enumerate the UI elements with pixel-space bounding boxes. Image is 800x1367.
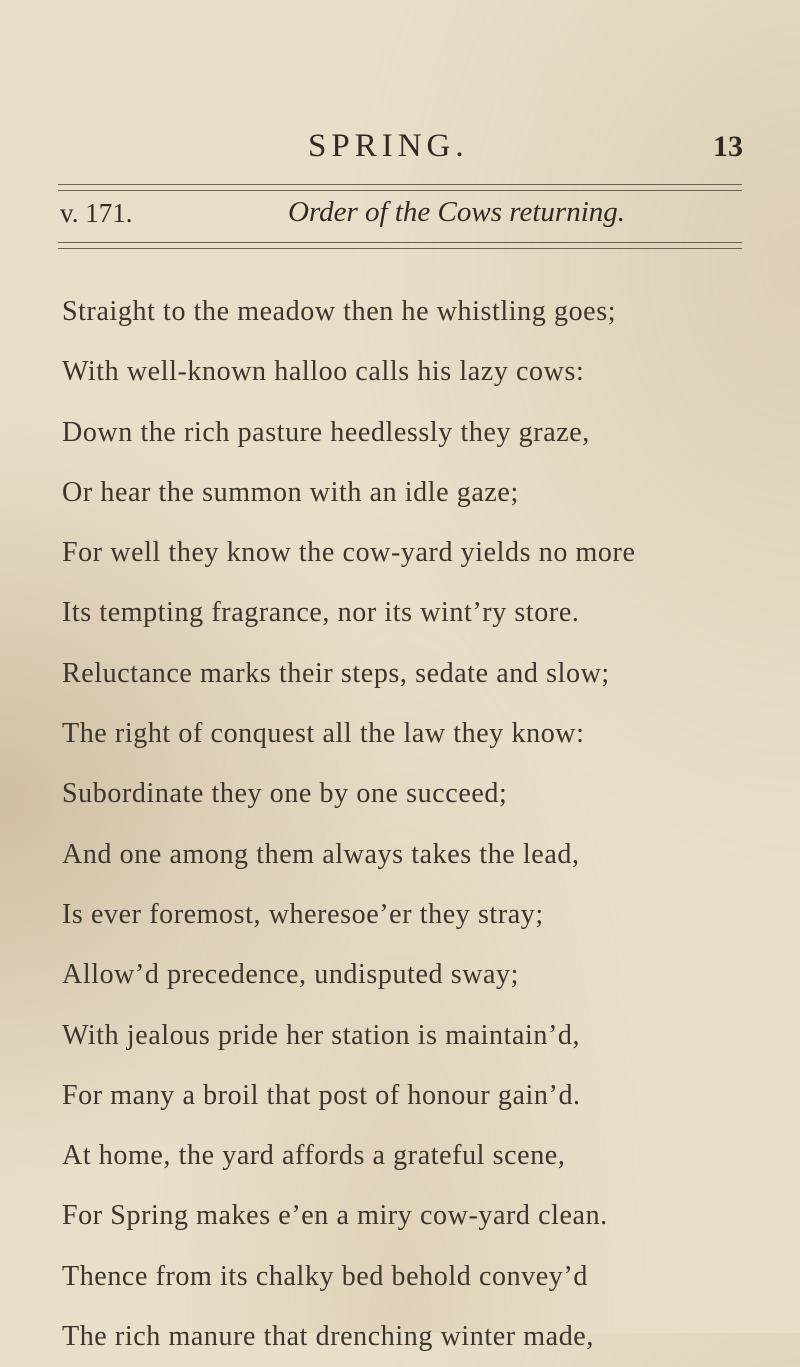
poem-line: Down the rich pasture heedlessly they graze, (62, 416, 590, 448)
poem-text (62, 282, 762, 1367)
poem-line: With well-known halloo calls his lazy cows: (62, 356, 585, 388)
poem-line: Allow’d precedence, undisputed sway; (62, 959, 520, 991)
poem-line: Thence from its chalky bed behold convey’d (62, 1260, 588, 1292)
poem-line: The right of conquest all the law they know: (62, 718, 585, 750)
section-title: Order of the Cows returning. (288, 196, 625, 228)
poem-line: With jealous pride her station is maintain’d, (62, 1019, 581, 1051)
poem-line: Subordinate they one by one succeed; (62, 778, 508, 810)
poem-line: Its tempting fragrance, nor its wint’ry store. (62, 597, 580, 629)
bottom-rule-thin (58, 248, 742, 249)
bottom-rule (58, 242, 742, 243)
running-head (0, 128, 800, 168)
poem-line: At home, the yard affords a grateful scene, (62, 1140, 566, 1172)
poem-line: For many a broil that post of honour gain’d. (62, 1079, 581, 1111)
poem-line: The rich manure that drenching winter made, (62, 1321, 594, 1353)
poem-line: Or hear the summon with an idle gaze; (62, 476, 519, 508)
top-rule (58, 184, 742, 185)
poem-line: And one among them always takes the lead, (62, 838, 580, 870)
poem-line: Is ever foremost, wheresoe’er they stray; (62, 898, 544, 930)
poem-line: Reluctance marks their steps, sedate and slow; (62, 657, 610, 689)
top-rule-thin (58, 190, 742, 191)
poem-line: For Spring makes e’en a miry cow-yard clean. (62, 1200, 608, 1232)
section-head (58, 196, 742, 236)
running-title: SPRING. (308, 128, 469, 164)
poem-line: Straight to the meadow then he whistling goes; (62, 296, 617, 327)
verse-reference: v. 171. (60, 198, 133, 228)
poem-line: For well they know the cow-yard yields no more (62, 537, 636, 569)
page-number: 13 (713, 130, 743, 163)
